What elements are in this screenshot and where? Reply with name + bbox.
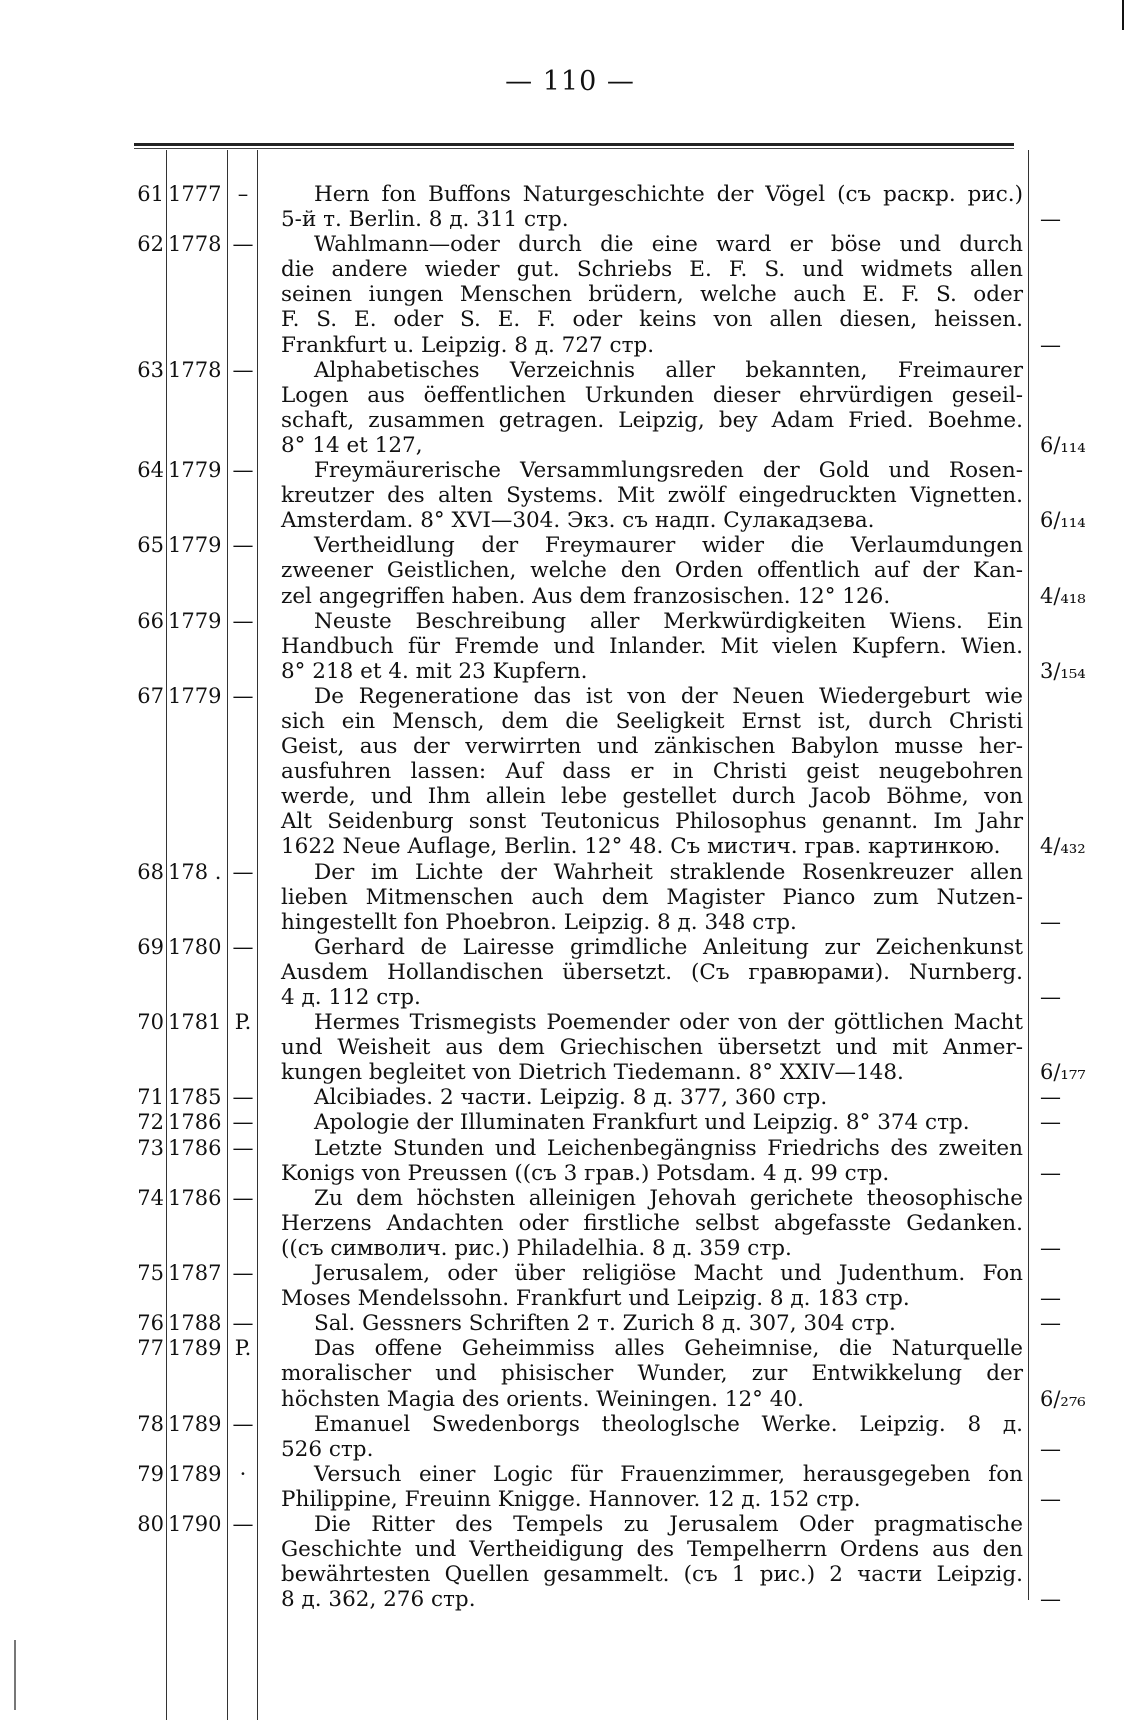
entry-mark: — [232,608,254,633]
entry-line [0,1512,1140,1537]
catalog-entry [0,1186,1140,1261]
entry-line [0,1587,1140,1612]
entry-line [0,759,1140,784]
entry-text: Emanuel Swedenborgs theologlsche Werke. Leipzig. 8 д. [314,1411,1023,1437]
entry-line [0,935,1140,960]
entry-line [0,1361,1140,1386]
entry-text: Alcibiades. 2 части. Leipzig. 8 д. 377, 360 стр. [314,1085,828,1111]
entry-line [0,1010,1140,1035]
entry-year: 1789 [168,1461,222,1486]
entry-line [0,1487,1140,1512]
entry-price: 6/₂₇₆ [1040,1386,1086,1411]
entry-number: 70 [137,1010,164,1035]
entry-text: werde, und Ihm allein lebe gestellet durch Jacob Böhme, von [281,784,1023,810]
entry-year: 1786 [168,1135,222,1160]
entry-text: sich ein Mensch, dem die Seeligkeit Ernst ist, durch Christi [281,708,1023,734]
entry-line [0,1085,1140,1110]
entry-line [0,1537,1140,1562]
entry-text: Versuch einer Logic für Frauenzimmer, herausgegeben fon [314,1461,1023,1487]
catalog-entry [0,1261,1140,1311]
entry-text: Der im Lichte der Wahrheit straklende Rosenkreuzer allen [314,859,1023,885]
entry-line [0,282,1140,307]
entry-price: — [1040,1587,1061,1612]
entry-text: zweener Geistlichen, welche den Orden offentlich auf der Kan- [281,558,1023,584]
entry-price: — [1040,1286,1061,1311]
entry-mark: — [232,859,254,884]
entry-line [0,458,1140,483]
entry-text: Herzens Andachten oder firstliche selbst abgefasste Gedanken. [281,1210,1023,1236]
catalog-entry [0,860,1140,935]
catalog-entry [0,1412,1140,1462]
entry-number: 64 [137,458,164,483]
entry-line [0,659,1140,684]
entry-number: 74 [137,1185,164,1210]
entry-line [0,634,1140,659]
entry-text: seinen iungen Menschen brüdern, welche auch E. F. S. oder [281,282,1023,308]
entry-mark: — [232,458,254,483]
entry-line [0,834,1140,859]
entry-number: 77 [137,1336,164,1361]
entry-text: Konigs von Preussen ((съ 3 грав.) Potsdam. 4 д. 99 стр. [281,1160,890,1186]
entry-mark: · [239,1461,247,1486]
entry-text: Amsterdam. 8° XVI—304. Экз. съ надп. Сулакадзева. [281,508,875,534]
entry-line [0,1286,1140,1311]
entry-mark: — [232,1311,254,1336]
catalog-entry [0,1085,1140,1110]
entry-number: 61 [137,182,164,206]
entry-line [0,734,1140,759]
entry-text: 8° 218 et 4. mit 23 Kupfern. [281,658,588,684]
entry-mark: P. [234,1010,252,1035]
entry-number: 65 [137,533,164,558]
entry-number: 73 [137,1135,164,1160]
entry-line [0,1236,1140,1261]
entry-text: lieben Mitmenschen auch dem Magister Pianco zum Nutzen- [281,884,1023,910]
entry-line [0,257,1140,282]
page-corner-mark [1122,0,1124,30]
entry-year: 1779 [168,608,222,633]
entry-line [0,207,1140,232]
entry-line [0,558,1140,583]
entry-text: Philippine, Freuinn Knigge. Hannover. 12 д. 152 стр. [281,1486,861,1512]
entry-year: 1786 [168,1110,222,1135]
entry-text: Hermes Trismegists Poemender oder von der göttlichen Macht [314,1010,1023,1036]
entry-text: Geschichte und Vertheidigung des Tempelherrn Ordens aus den [281,1537,1023,1563]
entry-line [0,1035,1140,1060]
entry-line [0,1387,1140,1412]
entry-text: zel angegriffen haben. Aus dem franzosischen. 12° 126. [281,583,891,609]
entry-line [0,333,1140,358]
entry-year: 1779 [168,683,222,708]
catalog-entry [0,935,1140,1010]
entry-line [0,182,1140,207]
entry-line [0,383,1140,408]
entry-text: 8 д. 362, 276 стр. [281,1587,476,1613]
catalog-entries [0,182,1140,1612]
entry-line [0,1437,1140,1462]
entry-text: Logen aus öeffentlichen Urkunden dieser ehrvürdigen geseil- [281,382,1023,408]
entry-line [0,358,1140,383]
entry-number: 79 [137,1461,164,1486]
entry-text: Letzte Stunden und Leichenbegängniss Friedrichs des zweiten [314,1135,1023,1161]
entry-text: De Regeneratione das ist von der Neuen Wiedergeburt wie [314,683,1023,709]
entry-year: 1786 [168,1185,222,1210]
catalog-entry [0,232,1140,357]
entry-year: 1789 [168,1411,222,1436]
entry-line [0,1311,1140,1336]
entry-line [0,232,1140,257]
entry-year: 1780 [168,934,222,959]
entry-line [0,985,1140,1010]
entry-line [0,784,1140,809]
catalog-entry [0,1010,1140,1085]
entry-year: 1785 [168,1085,222,1110]
entry-price: — [1040,332,1061,357]
catalog-entry [0,1336,1140,1411]
entry-number: 76 [137,1311,164,1336]
entry-mark: — [232,533,254,558]
entry-text: Das offene Geheimmiss alles Geheimnise, die Naturquelle [314,1336,1023,1362]
entry-mark: — [232,357,254,382]
entry-text: 1622 Neue Auflage, Berlin. 12° 48. Съ мистич. грав. картинкою. [281,834,1001,860]
entry-price: — [1040,1486,1061,1511]
entry-year: 1787 [168,1261,222,1286]
entry-text: Hern fon Buffons Naturgeschichte der Vögel (съ раскр. рис.) [314,182,1023,207]
entry-text: 5-й т. Berlin. 8 д. 311 стр. [281,207,569,233]
entry-mark: — [232,1085,254,1110]
entry-year: 1781 [168,1010,222,1035]
entry-mark: – [237,182,249,206]
entry-year: 1788 [168,1311,222,1336]
entry-price: 6/₁₁₄ [1040,508,1086,533]
entry-price: 6/₁₇₇ [1040,1060,1086,1085]
entry-line [0,709,1140,734]
catalog-entry [0,609,1140,684]
entry-text: hingestellt fon Phoebron. Leipzig. 8 д. 348 стр. [281,909,797,935]
catalog-entry [0,1512,1140,1612]
entry-mark: — [232,1261,254,1286]
entry-mark: — [232,683,254,708]
entry-text: Neuste Beschreibung aller Merkwürdigkeiten Wiens. Ein [314,608,1023,634]
catalog-entry [0,1462,1140,1512]
entry-price: — [1040,1110,1061,1135]
entry-text: moralischer und phisischer Wunder, zur Entwikkelung der [281,1361,1023,1387]
entry-line [0,910,1140,935]
entry-text: Jerusalem, oder über religiöse Macht und Judenthum. Fon [314,1261,1023,1287]
entry-text: Freymäurerische Versammlungsreden der Gold und Rosen- [314,458,1023,484]
entry-number: 80 [137,1511,164,1536]
entry-price: — [1040,985,1061,1009]
entry-number: 72 [137,1110,164,1135]
entry-text: und Weisheit aus dem Griechischen übersetzt und mit Anmer- [281,1035,1023,1061]
entry-line [0,307,1140,332]
entry-price: — [1040,1160,1061,1185]
entry-price: 6/₁₁₄ [1040,432,1086,457]
entry-line [0,1136,1140,1161]
entry-year: 1790 [168,1511,222,1536]
entry-number: 69 [137,934,164,959]
entry-number: 71 [137,1085,164,1110]
entry-text: kungen begleitet von Dietrich Tiedemann. 8° XXIV—148. [281,1060,904,1086]
entry-text: Vertheidlung der Freymaurer wider die Verlaumdungen [314,533,1023,559]
entry-line [0,1336,1140,1361]
entry-text: Frankfurt u. Leipzig. 8 д. 727 стр. [281,332,655,358]
entry-line [0,1211,1140,1236]
entry-number: 67 [137,683,164,708]
entry-text: Ausdem Hollandischen übersetzt. (Съ гравюрами). Nurnberg. [281,959,1023,985]
entry-line [0,508,1140,533]
entry-number: 68 [137,859,164,884]
header-rule-thin [134,148,1014,149]
entry-year: 1778 [168,232,222,257]
entry-number: 63 [137,357,164,382]
entry-mark: — [232,1411,254,1436]
entry-line [0,809,1140,834]
left-margin-mark [14,1640,16,1710]
entry-line [0,1412,1140,1437]
entry-text: F. S. E. oder S. E. F. oder keins von allen diesen, heissen. [281,307,1023,333]
entry-line [0,1462,1140,1487]
entry-year: 1789 [168,1336,222,1361]
entry-mark: — [232,1185,254,1210]
entry-year: 1778 [168,357,222,382]
entry-price: — [1040,1085,1061,1110]
entry-line [0,408,1140,433]
header-rule [134,143,1014,146]
entry-text: Apologie der Illuminaten Frankfurt und Leipzig. 8° 374 стр. [314,1110,970,1136]
entry-line [0,1562,1140,1587]
entry-line [0,1186,1140,1211]
entry-year: 178 . [168,859,222,884]
entry-text: Handbuch für Fremde und Inlander. Mit vielen Kupfern. Wien. [281,633,1023,659]
entry-text: die andere wieder gut. Schriebs E. F. S. und widmets allen [281,257,1023,283]
entry-text: kreutzer des alten Systems. Mit zwölf eingedruckten Vignetten. [281,483,1023,509]
entry-text: 8° 14 et 127, [281,432,423,458]
entry-text: ((съ символич. рис.) Philadelhia. 8 д. 359 стр. [281,1235,792,1261]
entry-price: — [1040,909,1061,934]
entry-text: Moses Mendelssohn. Frankfurt und Leipzig. 8 д. 183 стр. [281,1286,910,1312]
catalog-entry [0,533,1140,608]
page-number: — 110 — [505,66,635,97]
entry-number: 62 [137,232,164,257]
catalog-entry [0,1110,1140,1135]
catalog-entry [0,684,1140,860]
entry-price: — [1040,1311,1061,1336]
entry-line [0,533,1140,558]
entry-text: Zu dem höchsten alleinigen Jehovah gerichete theosophische [314,1185,1023,1211]
entry-number: 66 [137,608,164,633]
entry-number: 78 [137,1411,164,1436]
catalog-entry [0,458,1140,533]
entry-text: Alphabetisches Verzeichnis aller bekannten, Freimaurer [314,357,1023,383]
entry-price: — [1040,1235,1061,1260]
entry-line [0,885,1140,910]
entry-text: Alt Seidenburg sonst Teutonicus Philosophus genannt. Im Jahr [281,809,1023,835]
entry-year: 1779 [168,458,222,483]
catalog-entry [0,358,1140,458]
entry-line [0,433,1140,458]
catalog-entry [0,1311,1140,1336]
entry-text: ausfuhren lassen: Auf dass er in Christi geist neugebohren [281,759,1023,785]
entry-text: höchsten Magia des orients. Weiningen. 12° 40. [281,1386,804,1412]
entry-line [0,1110,1140,1135]
entry-year: 1777 [168,182,222,206]
entry-mark: — [232,1110,254,1135]
entry-text: schaft, zusammen getragen. Leipzig, bey Adam Fried. Boehme. [281,407,1023,433]
entry-line [0,1161,1140,1186]
entry-text: 4 д. 112 стр. [281,985,421,1010]
entry-line [0,584,1140,609]
entry-price: — [1040,207,1061,232]
entry-line [0,1060,1140,1085]
entry-price: — [1040,1436,1061,1461]
entry-line [0,483,1140,508]
entry-year: 1779 [168,533,222,558]
entry-line [0,960,1140,985]
entry-text: Gerhard de Lairesse grimdliche Anleitung zur Zeichenkunst [314,934,1023,960]
entry-price: 3/₁₅₄ [1040,658,1086,683]
entry-mark: — [232,1135,254,1160]
catalog-entry [0,1136,1140,1186]
entry-line [0,1261,1140,1286]
entry-mark: P. [234,1336,252,1361]
entry-price: 4/₄₁₈ [1040,583,1086,608]
entry-mark: — [232,934,254,959]
catalog-entry [0,182,1140,232]
entry-line [0,860,1140,885]
entry-text: Sal. Gessners Schriften 2 т. Zurich 8 д. 307, 304 стр. [314,1311,896,1337]
entry-text: Die Ritter des Tempels zu Jerusalem Oder pragmatische [314,1511,1023,1537]
entry-mark: — [232,232,254,257]
entry-text: Wahlmann—oder durch die eine ward er böse und durch [314,232,1023,258]
entry-text: Geist, aus der verwirrten und zänkischen Babylon musse her- [281,734,1023,760]
entry-line [0,609,1140,634]
entry-number: 75 [137,1261,164,1286]
entry-text: bewährtesten Quellen gesammelt. (съ 1 рис.) 2 части Leipzig. [281,1562,1023,1588]
entry-price: 4/₄₃₂ [1040,834,1086,859]
entry-mark: — [232,1511,254,1536]
entry-line [0,684,1140,709]
entry-text: 526 стр. [281,1436,374,1462]
